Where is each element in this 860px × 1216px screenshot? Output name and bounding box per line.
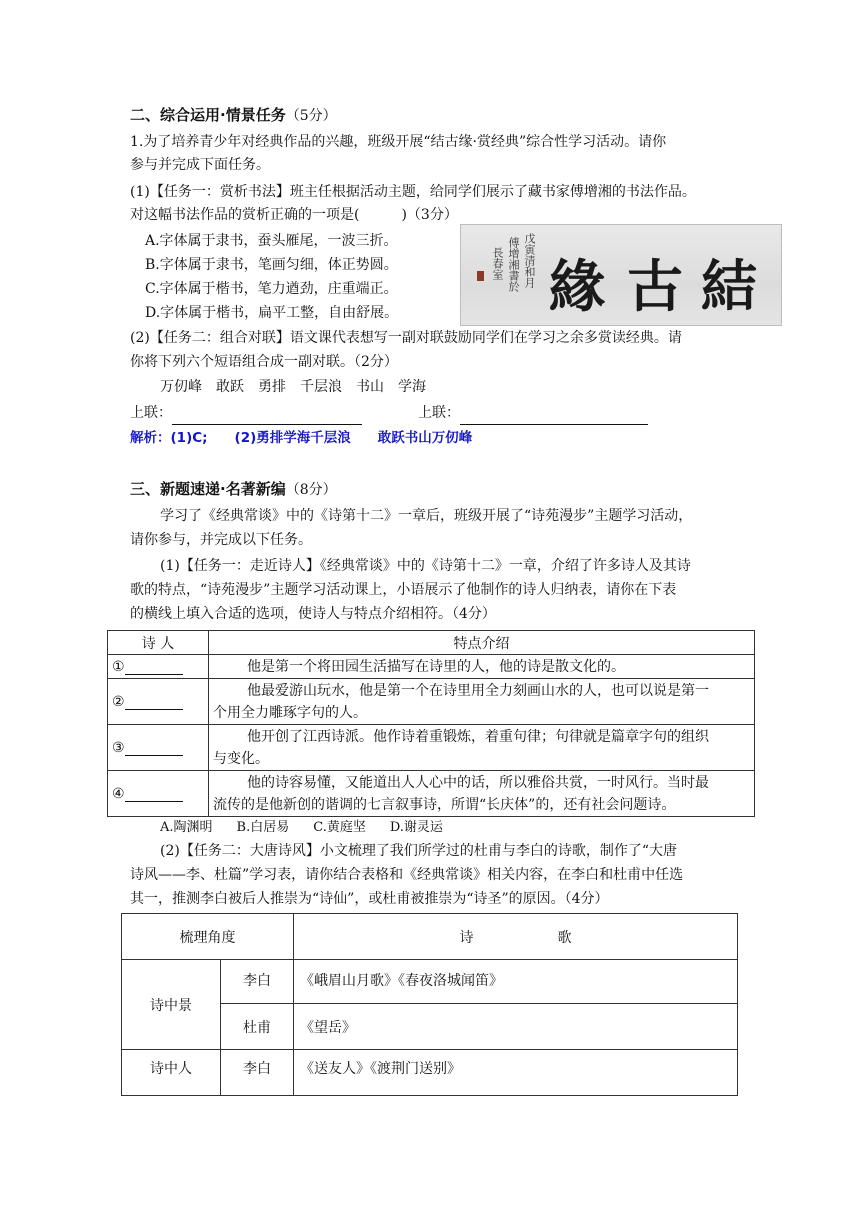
header-poet: 诗 人	[108, 631, 209, 655]
table-row	[122, 960, 738, 1004]
header-poem: 诗 歌	[294, 914, 738, 960]
s2-task1-line-2: 对这幅书法作品的赏析正确的一项是( )（3分）	[130, 207, 458, 223]
poet-libai-2: 李白	[221, 1050, 294, 1096]
section-3-heading	[130, 478, 337, 502]
inscription-col-3: 長春室	[491, 247, 504, 280]
feature-text: 流传的是他新创的谐调的七言叙事诗，所谓“长庆体”的，还有社会问题诗。	[213, 796, 676, 813]
upper-couplet-label: 上联：	[130, 405, 172, 421]
poet-cell-3	[108, 725, 209, 771]
row-number: ①	[112, 658, 125, 675]
poet-blank-3[interactable]	[125, 741, 183, 756]
row-number: ④	[112, 785, 125, 802]
lower-couplet-blank[interactable]	[460, 406, 648, 425]
table-row	[108, 679, 755, 725]
feature-text: 他是第一个将田园生活描写在诗里的人，他的诗是散文化的。	[247, 658, 625, 675]
table-row	[108, 725, 755, 771]
couplet-upper-row	[130, 402, 362, 425]
s3-task2-line-2: 诗风——李、杜篇”学习表，请你结合表格和《经典常谈》相关内容，在李白和杜甫中任选	[130, 867, 684, 883]
choice-a: A.陶渊明	[160, 820, 213, 835]
row-label-scene: 诗中景	[122, 960, 221, 1050]
row-number: ②	[112, 693, 125, 710]
upper-couplet-blank[interactable]	[172, 406, 362, 425]
poet-blank-4[interactable]	[125, 787, 183, 802]
table-row	[108, 655, 755, 679]
poet-libai-1: 李白	[221, 960, 294, 1004]
table-header-row	[108, 631, 755, 655]
header-angle: 梳理角度	[122, 914, 294, 960]
callig-char-1: 緣	[549, 254, 605, 320]
feature-cell-3	[209, 725, 755, 771]
poet-cell-1	[108, 655, 209, 679]
s2-task2-line-1: (2)【任务二：组合对联】语文课代表想写一副对联鼓励同学们在学习之余多赏读经典。请	[130, 330, 682, 346]
header-feature: 特点介绍	[209, 631, 755, 655]
row-number: ③	[112, 739, 125, 756]
feature-cell-2	[209, 679, 755, 725]
s3-intro-line-1: 学习了《经典常谈》中的《诗第十二》一章后，班级开展了“诗苑漫步”主题学习活动，	[160, 508, 693, 524]
answer-analysis: 解析：(1)C; (2)勇排学海千层浪 敢跃书山万仞峰	[130, 430, 473, 446]
inscription-col-1: 戊寅清和月	[523, 233, 536, 288]
lower-couplet-label: 上联：	[418, 405, 460, 421]
option-c: C.字体属于楷书，笔力遒劲，庄重端正。	[145, 281, 398, 297]
option-b: B.字体属于隶书，笔画匀细，体正势圆。	[145, 257, 398, 273]
s3-task1-line-2: 歌的特点，“诗苑漫步”主题学习活动课上，小语展示了他制作的诗人归纳表，请你在下表	[130, 582, 677, 598]
poet-blank-2[interactable]	[125, 695, 183, 710]
s3-task2-line-3: 其一，推测李白被后人推崇为“诗仙”，或杜甫被推崇为“诗圣”的原因。（4分）	[130, 891, 609, 907]
option-d: D.字体属于楷书，扁平工整，自由舒展。	[145, 305, 399, 321]
poet-cell-4	[108, 771, 209, 817]
feature-cell-1	[209, 655, 755, 679]
couplet-lower-row	[418, 402, 648, 425]
s3-intro-line-2: 请你参与，并完成以下任务。	[130, 532, 312, 548]
seal-stamp	[477, 271, 484, 281]
s2-intro-line-1: 1.为了培养青少年对经典作品的兴趣，班级开展“结古缘·赏经典”综合性学习活动。请你	[130, 134, 667, 150]
poet-dufu: 杜甫	[221, 1004, 294, 1050]
s2-task2-line-2: 你将下列六个短语组合成一副对联。（2分）	[130, 354, 398, 370]
callig-char-2: 古	[627, 254, 683, 320]
section-2-title: 二、综合运用·情景任务	[130, 106, 286, 124]
choice-c: C.黄庭坚	[313, 820, 366, 835]
feature-text: 他开创了江西诗派。他作诗着重锻炼，着重句律；句律就是篇章字句的组织	[247, 728, 709, 745]
section-3-title: 三、新题速递·名著新编	[130, 480, 286, 498]
feature-cell-4	[209, 771, 755, 817]
feature-text: 他的诗容易懂，又能道出人人心中的话，所以雅俗共赏，一时风行。当时最	[247, 774, 709, 791]
poet-blank-1[interactable]	[125, 660, 183, 675]
s3-task1-line-1: (1)【任务一：走近诗人】《经典常谈》中的《诗第十二》一章，介绍了许多诗人及其诗	[160, 558, 691, 574]
poet-table	[107, 630, 755, 817]
s2-task1-line-1: (1)【任务一：赏析书法】班主任根据活动主题，给同学们展示了藏书家傅增湘的书法作品。	[130, 184, 696, 200]
callig-char-3: 結	[701, 254, 757, 320]
s3-task1-line-3: 的横线上填入合适的选项，使诗人与特点介绍相符。（4分）	[130, 606, 496, 622]
poetry-table	[121, 913, 738, 1096]
s3-task2-line-1: (2)【任务二：大唐诗风】小文梳理了我们所学过的杜甫与李白的诗歌，制作了“大唐	[160, 843, 677, 859]
poems-libai-1: 《峨眉山月歌》《春夜洛城闻笛》	[294, 960, 738, 1004]
section-2-points: （5分）	[285, 108, 337, 124]
poems-dufu: 《望岳》	[294, 1004, 738, 1050]
row-label-person: 诗中人	[122, 1050, 221, 1096]
s2-intro-line-2: 参与并完成下面任务。	[130, 157, 270, 173]
choice-d: D.谢灵运	[389, 820, 443, 835]
choice-b: B.白居易	[236, 820, 290, 835]
phrase-list: 万仞峰 敢跃 勇排 千层浪 书山 学海	[160, 379, 426, 395]
feature-text: 与变化。	[213, 750, 269, 767]
section-2-heading	[130, 104, 337, 128]
choices-row	[160, 816, 443, 839]
table-row	[122, 1050, 738, 1096]
table-row	[108, 771, 755, 817]
feature-text: 他最爱游山玩水，他是第一个在诗里用全力刻画山水的人，也可以说是第一	[247, 682, 709, 699]
poems-libai-2: 《送友人》《渡荆门送别》	[294, 1050, 738, 1096]
calligraphy-image	[460, 224, 782, 326]
option-a: A.字体属于隶书，蚕头雁尾，一波三折。	[145, 233, 398, 249]
section-3-points: （8分）	[285, 482, 337, 498]
feature-text: 个用全力雕琢字句的人。	[213, 704, 367, 721]
inscription-col-2: 傅增湘書於	[507, 237, 520, 292]
poet-cell-2	[108, 679, 209, 725]
table-header-row	[122, 914, 738, 960]
